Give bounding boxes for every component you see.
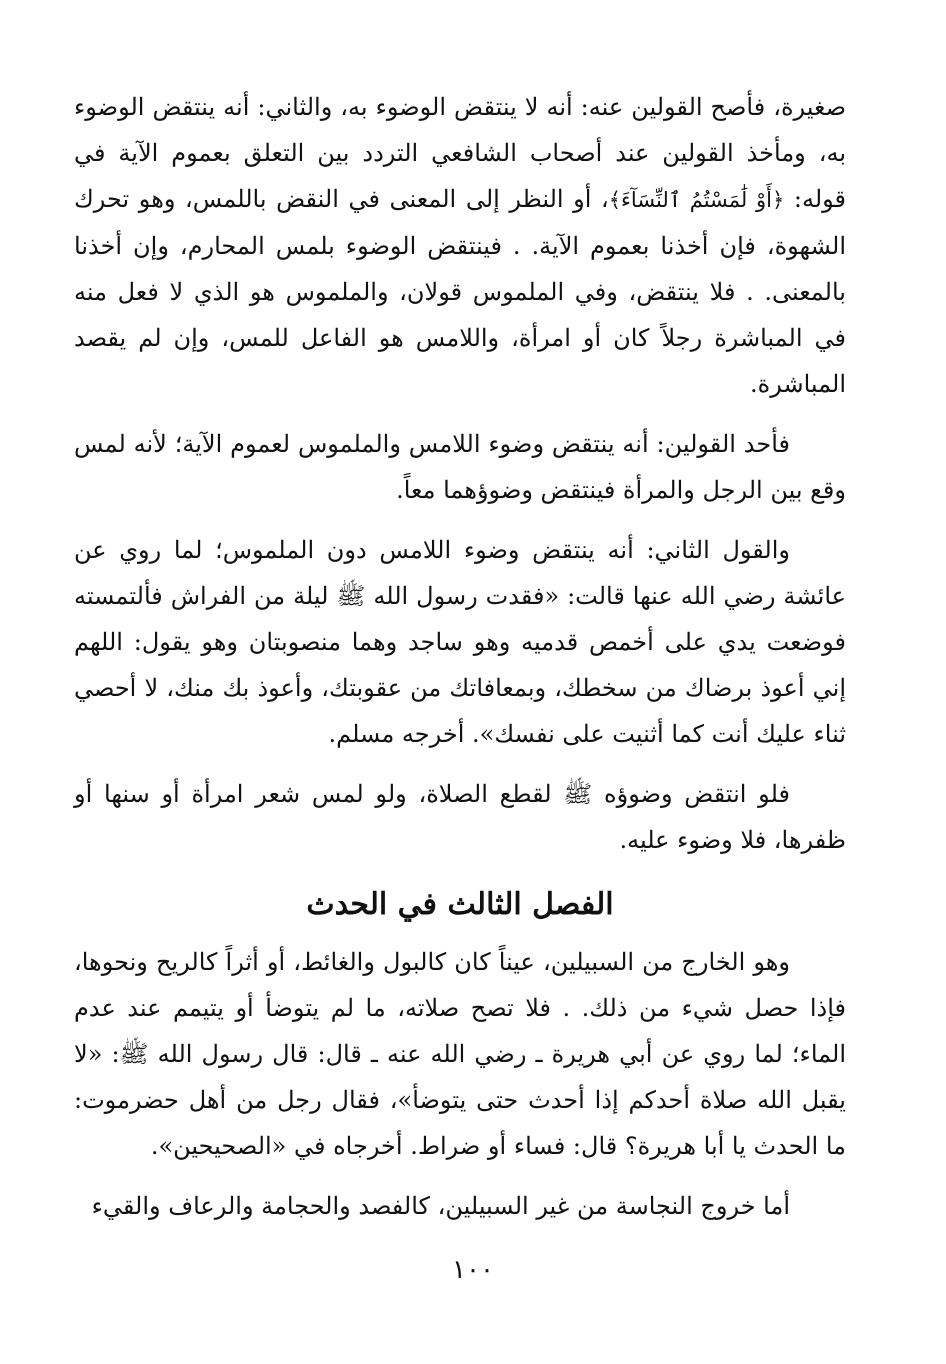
paragraph-1 — [74, 84, 846, 407]
quran-verse: ﴿أَوْ لَٰمَسْتُمُ ٱلنِّسَآءَ﴾ — [608, 188, 785, 212]
paragraph-5: وهو الخارج من السبيلين، عيناً كان كالبول والغائط، أو أثراً كالريح ونحوها، فإذا حصل شيء من ذلك. . فلا تصح صلاته، ما لم يتوضأ أو يتيمم عند عدم الماء؛ لما روي عن أبي هريرة ـ رضي الله عنه ـ قال: قال رسول الله ﷺ: «لا يقبل الله صلاة أحدكم إذا أحدث حتى يتوضأ»، فقال رجل من أهل حضرموت: ما الحدث يا أبا هريرة؟ قال: فساء أو ضراط. أخرجاه في «الصحيحين». — [74, 948, 846, 1160]
body-text — [74, 84, 846, 863]
paragraph-4: فلو انتقض وضوؤه ﷺ لقطع الصلاة، ولو لمس شعر امرأة أو سنها أو ظفرها، فلا وضوء عليه. — [74, 780, 846, 854]
paragraph-6: أما خروج النجاسة من غير السبيلين، كالفصد والحجامة والرعاف والقيء — [91, 1192, 790, 1220]
paragraph-1-text-a: صغيرة، فأصح القولين عنه: أنه لا ينتقض الوضوء به، والثاني: أنه ينتقض الوضوء به، ومأخذ القولين عند أصحاب الشافعي التردد بين التعلق بعموم الآية في قوله: — [74, 93, 846, 213]
section-heading: الفصل الثالث في الحدث — [306, 887, 614, 922]
body-text-after — [74, 939, 846, 1229]
paragraph-1-text-b: ، أو النظر إلى المعنى في النقض باللمس، وهو تحرك الشهوة، فإن أخذنا بعموم الآية. . فينتقض الوضوء بلمس المحارم، وإن أخذنا بالمعنى. . فلا ينتقض، وفي الملموس قولان، والملموس هو الذي لا فعل منه في المباشرة رجلاً كان أو امرأة، واللامس هو الفاعل للمس، وإن لم يقصد المباشرة. — [74, 185, 846, 398]
paragraph-3: والقول الثاني: أنه ينتقض وضوء اللامس دون الملموس؛ لما روي عن عائشة رضي الله عنها قالت: «فقدت رسول الله ﷺ ليلة من الفراش فألتمسته فوضعت يدي على أخمص قدميه وهو ساجد وهما منصوبتان وهو يقول: اللهم إني أعوذ برضاك من سخطك، وبمعافاتك من عقوبتك، وأعوذ بك منك، لا أحصي ثناء عليك أنت كما أثنيت على نفسك». أخرجه مسلم. — [74, 536, 846, 748]
paragraph-2: فأحد القولين: أنه ينتقض وضوء اللامس والملموس لعموم الآية؛ لأنه لمس وقع بين الرجل والمرأة فينتقض وضوؤهما معاً. — [74, 430, 846, 504]
page-number: ١٠٠ — [452, 1255, 494, 1285]
